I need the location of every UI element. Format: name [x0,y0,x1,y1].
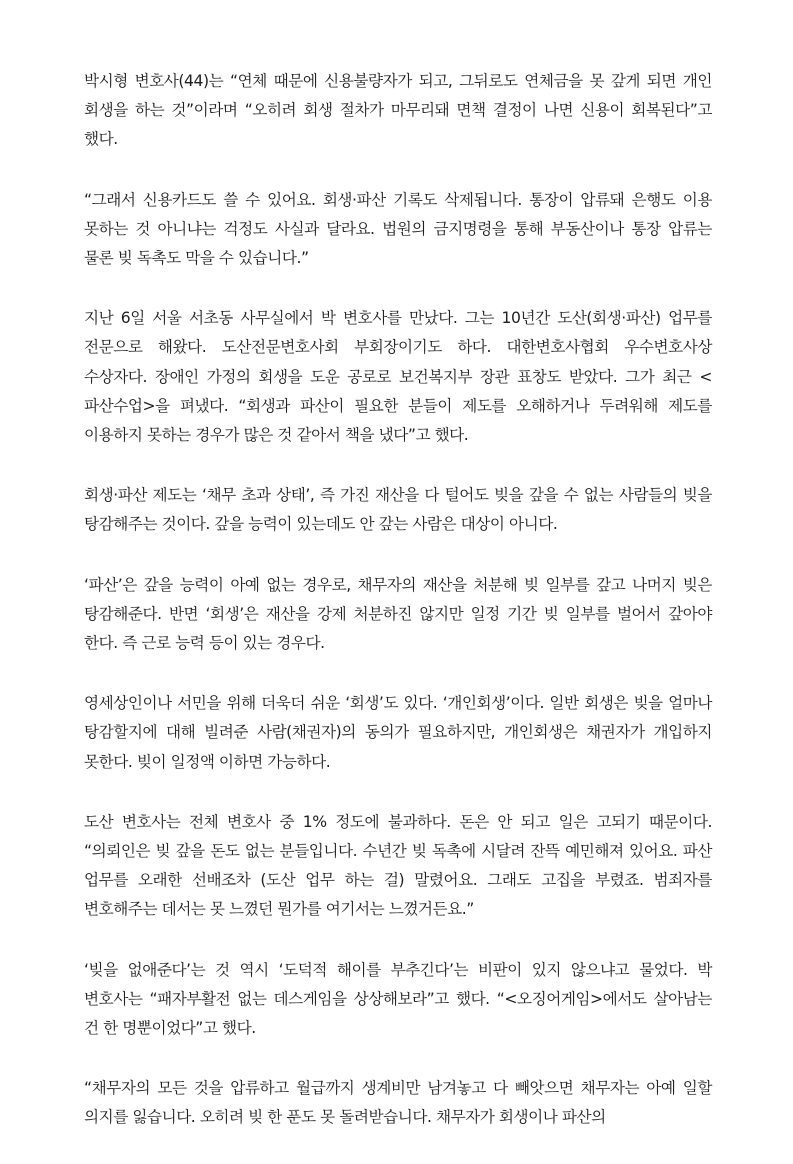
article-paragraph-8: ‘빚을 없애준다’는 것 역시 ‘도덕적 해이를 부추긴다’는 비판이 있지 않으냐고 물었다. 박 변호사는 “패자부활전 없는 데스게임을 상상해보라”고 했다. “<오징어게임>에서도 살아남는 건 한 명뿐이었다”고 했다. [84,960,712,1038]
article-paragraph-9: “채무자의 모든 것을 압류하고 월급까지 생계비만 남겨놓고 다 빼앗으면 채무자는 아예 일할 의지를 잃습니다. 오히려 빚 한 푼도 못 돌려받습니다. 채무자가 회생이나 파산의 [84,1079,712,1127]
article-paragraph-3: 지난 6일 서울 서초동 사무실에서 박 변호사를 만났다. 그는 10년간 도산(회생·파산) 업무를 전문으로 해왔다. 도산전문변호사회 부회장이기도 하다. 대한변호사협회 우수변호사상 수상자다. 장애인 가정의 회생을 도운 공로로 보건복지부 장관 표창도 받았다. 그가 최근 <파산수업>을 펴냈다. “회생과 파산이 필요한 분들이 제도를 오해하거나 두려워해 제도를 이용하지 못하는 경우가 많은 것 같아서 책을 냈다”고 했다. [84,309,712,445]
article-paragraph-7: 도산 변호사는 전체 변호사 중 1% 정도에 불과하다. 돈은 안 되고 일은 고되기 때문이다. “의뢰인은 빚 갚을 돈도 없는 분들입니다. 수년간 빚 독촉에 시달려 잔뜩 예민해져 있어요. 파산 업무를 오래한 선배조차 (도산 업무 하는 걸) 말렸어요. 그래도 고집을 부렸죠. 범죄자를 변호해주는 데서는 못 느꼈던 뭔가를 여기서는 느꼈거든요.” [84,812,712,919]
article-paragraph-6: 영세상인이나 서민을 위해 더욱더 쉬운 ‘회생’도 있다. ‘개인회생’이다. 일반 회생은 빚을 얼마나 탕감할지에 대해 빌려준 사람(채권자)의 동의가 필요하지만, 개인회생은 채권자가 개입하지 못한다. 빚이 일정액 이하면 가능하다. [84,694,712,771]
article-paragraph-5: ‘파산’은 갚을 능력이 아예 없는 경우로, 채무자의 재산을 처분해 빚 일부를 갚고 나머지 빚은 탕감해준다. 반면 ‘회생’은 재산을 강제 처분하진 않지만 일정 기간 빚 일부를 벌어서 갚아야 한다. 즉 근로 능력 등이 있는 경우다. [84,575,712,653]
article-body [84,67,712,1164]
article-paragraph-1: 박시형 변호사(44)는 “연체 때문에 신용불량자가 되고, 그뒤로도 연체금을 못 갚게 되면 개인 회생을 하는 것”이라며 “오히려 회생 절차가 마무리돼 면책 결정이 나면 신용이 회복된다”고 했다. [84,72,712,149]
article-paragraph-4: 회생·파산 제도는 ‘채무 초과 상태’, 즉 가진 재산을 다 털어도 빚을 갚을 수 없는 사람들의 빚을 탕감해주는 것이다. 갚을 능력이 있는데도 안 갚는 사람은 대상이 아니다. [84,486,712,534]
article-paragraph-2: “그래서 신용카드도 쓸 수 있어요. 회생·파산 기록도 삭제됩니다. 통장이 압류돼 은행도 이용 못하는 것 아니냐는 걱정도 사실과 달라요. 법원의 금지명령을 통해 부동산이나 통장 압류는 물론 빚 독촉도 막을 수 있습니다.” [84,190,712,268]
